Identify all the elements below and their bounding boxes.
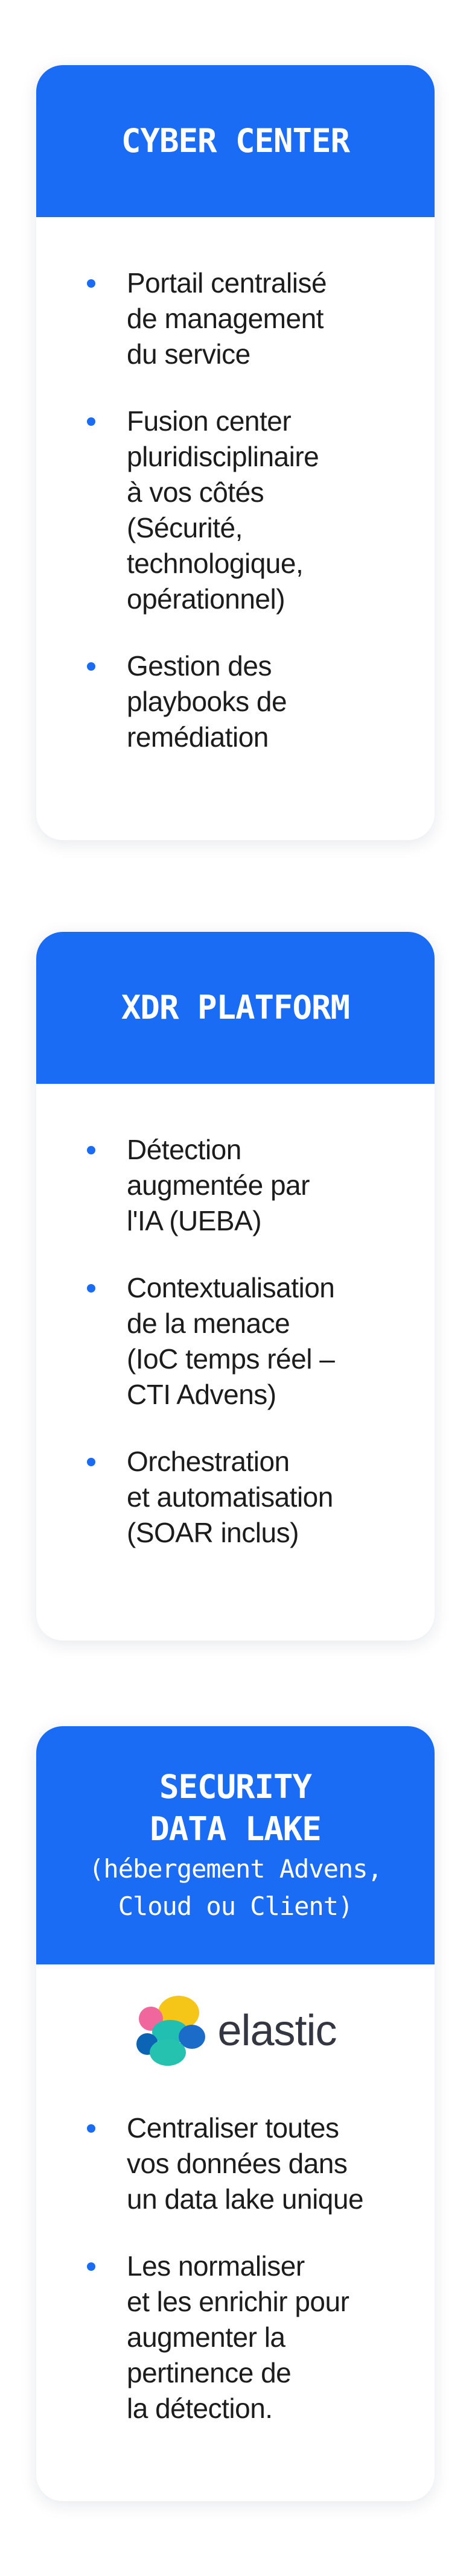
card-subtitle-line-2: Cloud ou Client) [118,1891,353,1921]
list-item-text: Détection augmentée par l'IA (UEBA) [127,1134,310,1236]
card-title-line-1: SECURITY [159,1767,312,1806]
list-item-text: Portail centralisé de management du service [127,267,327,370]
card-title-line-2: DATA LAKE [150,1809,321,1848]
list-item-text: Orchestration et automatisation (SOAR inclus) [127,1446,333,1548]
cyber-center-card [36,65,435,840]
card-title: XDR PLATFORM [121,989,350,1027]
list-item [36,403,435,617]
card-subtitle-line-1: (hébergement Advens, [89,1853,382,1884]
bullet-dot-icon [87,1458,95,1466]
card-header [36,65,435,217]
security-data-lake-card [36,1726,435,2501]
xdr-platform-card [36,932,435,1641]
list-item-text: Gestion des playbooks de remédiation [127,650,287,753]
list-item [36,2110,435,2217]
list-item-text: Fusion center pluridisciplinaire à vos côtés (Sécurité, technologique, opérationnel) [127,405,319,615]
elastic-logo-icon [134,1995,206,2067]
list-item [36,2248,435,2426]
card-title: CYBER CENTER [121,122,350,160]
list-item [36,1132,435,1239]
bullet-dot-icon [87,279,95,288]
list-item [36,265,435,372]
bullet-dot-icon [87,2124,95,2133]
list-item-text: Centraliser toutes vos données dans un data lake unique [127,2112,364,2215]
bullet-list [36,1084,435,1551]
list-item-text: Contextualisation de la menace (IoC temps réel – CTI Advens) [127,1272,335,1410]
list-item-text: Les normaliser et les enrichir pour augmenter la pertinence de la détection. [127,2250,349,2424]
card-header [36,1726,435,1964]
bullet-list [36,217,435,755]
list-item [36,1444,435,1551]
elastic-logo-text: elastic [217,2007,337,2055]
bullet-dot-icon [87,417,95,426]
card-header [36,932,435,1084]
bullet-dot-icon [87,1146,95,1154]
bullet-dot-icon [87,1284,95,1293]
list-item [36,648,435,755]
elastic-logo [36,1989,435,2073]
bullet-list [36,2073,435,2426]
bullet-dot-icon [87,662,95,671]
bullet-dot-icon [87,2262,95,2271]
list-item [36,1270,435,1413]
